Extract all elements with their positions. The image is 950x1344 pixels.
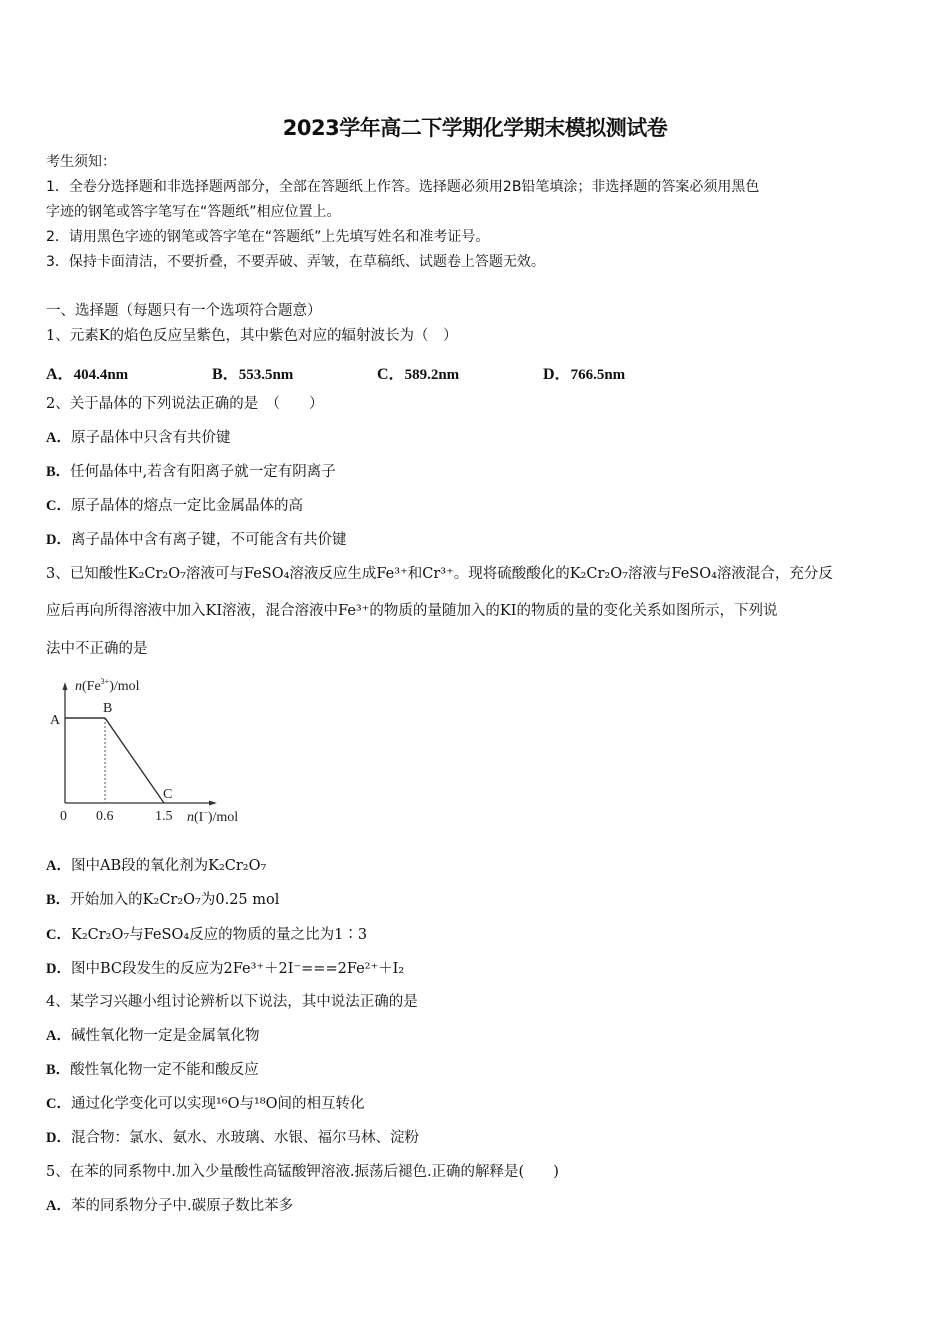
page-title: 2023学年高二下学期化学期末模拟测试卷 [282,116,668,140]
option-d[interactable]: D．混合物：氯水、氨水、水玻璃、水银、福尔马林、淀粉 [46,1130,419,1146]
y-axis-arrow-icon [63,682,68,690]
question-2-stem: 2、关于晶体的下列说法正确的是 （ ） [46,396,324,412]
question-5-stem: 5、在苯的同系物中.加入少量酸性高锰酸钾溶液.振荡后褪色.正确的解释是( ) [46,1164,559,1180]
option-a[interactable]: A．404.4nm [46,366,129,383]
notice-item: 1．全卷分选择题和非选择题两部分，全部在答题纸上作答。选择题必须用2B铅笔填涂；非选择题的答案必须用黑色 [46,179,760,195]
notice-item: 字迹的钢笔或答字笔写在“答题纸”相应位置上。 [46,204,341,220]
question-1-options [46,361,746,381]
option-c[interactable]: C．589.2nm [377,366,460,383]
notice-item: 2．请用黑色字迹的钢笔或答字笔在“答题纸”上先填写姓名和准考证号。 [46,229,490,245]
y-axis-label: $n(Fe^{3+})$/mol [75,677,140,694]
option-d[interactable]: D．766.5nm [543,366,626,383]
option-d[interactable]: D．离子晶体中含有离子键，不可能含有共价键 [46,532,347,548]
option-b[interactable]: B．酸性氧化物一定不能和酸反应 [46,1062,259,1078]
notice-heading: 考生须知： [46,154,116,170]
x-tick-1-5: 1.5 [155,809,173,824]
question-3-stem-line1: 3、已知酸性K₂Cr₂O₇溶液可与FeSO₄溶液反应生成Fe³⁺和Cr³⁺。现将硫酸酸化的K₂Cr₂O₇溶液与FeSO₄溶液混合，充分反 [46,566,833,582]
option-c[interactable]: C．K₂Cr₂O₇与FeSO₄反应的物质的量之比为1∶3 [46,927,368,943]
x-tick-0: 0 [60,809,67,824]
point-label-b: B [103,701,113,716]
x-axis-arrow-icon [209,801,217,806]
data-line [65,718,164,803]
question-3-stem-line3: 法中不正确的是 [46,641,148,657]
point-label-a: A [50,713,61,728]
option-a[interactable]: A．原子晶体中只含有共价键 [46,430,231,446]
option-b[interactable]: B．553.5nm [212,366,294,383]
x-axis-label: n(I−)/mol [187,808,239,825]
notice-item: 3．保持卡面清洁，不要折叠，不要弄破、弄皱，在草稿纸、试题卷上答题无效。 [46,254,545,270]
option-c[interactable]: C．通过化学变化可以实现¹⁶O与¹⁸O间的相互转化 [46,1096,365,1112]
x-tick-0-6: 0.6 [96,809,114,824]
fe3-vs-iodide-chart [40,670,270,835]
question-1-stem: 1、元素K的焰色反应呈紫色，其中紫色对应的辐射波长为（ ） [46,328,458,344]
point-label-c: C [163,787,173,802]
option-a[interactable]: A．图中AB段的氧化剂为K₂Cr₂O₇ [46,858,267,874]
option-a[interactable]: A．苯的同系物分子中.碳原子数比苯多 [46,1198,294,1214]
option-c[interactable]: C．原子晶体的熔点一定比金属晶体的高 [46,498,303,514]
option-d[interactable]: D．图中BC段发生的反应为2Fe³⁺＋2I⁻===2Fe²⁺＋I₂ [46,961,405,977]
question-3-stem-line2: 应后再向所得溶液中加入KI溶液，混合溶液中Fe³⁺的物质的量随加入的KI的物质的量的变化关系如图所示，下列说 [46,603,778,619]
question-4-stem: 4、某学习兴趣小组讨论辨析以下说法，其中说法正确的是 [46,994,418,1010]
option-a[interactable]: A．碱性氧化物一定是金属氧化物 [46,1028,260,1044]
option-b[interactable]: B．任何晶体中,若含有阳离子就一定有阴离子 [46,464,336,480]
option-b[interactable]: B．开始加入的K₂Cr₂O₇为0.25 mol [46,892,280,908]
section-heading: 一、选择题（每题只有一个选项符合题意） [46,303,322,319]
